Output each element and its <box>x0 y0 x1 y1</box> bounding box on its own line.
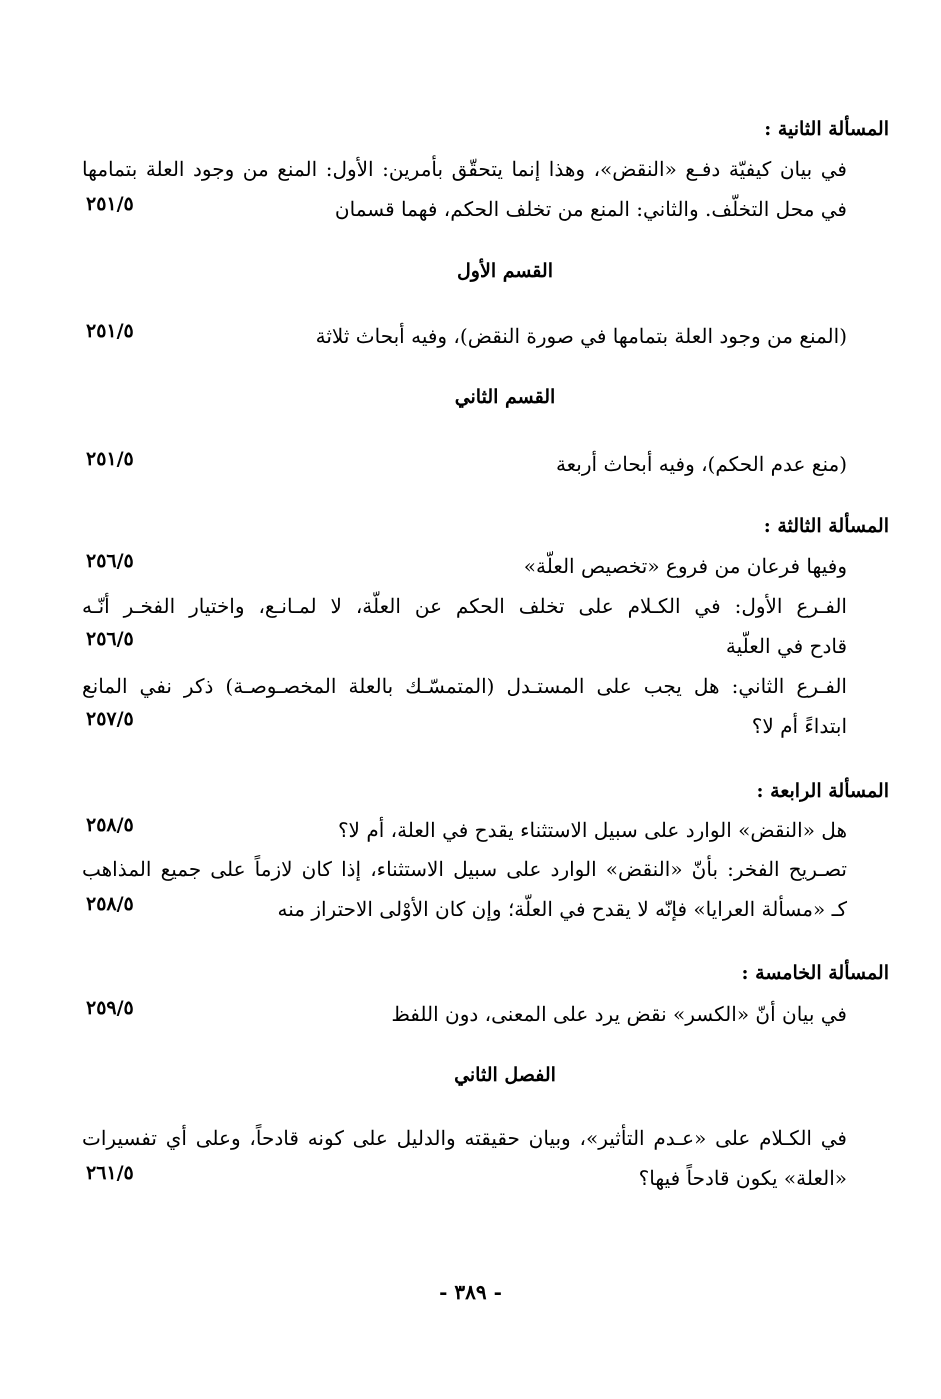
subsection-title-part-1: القسم الأول <box>457 260 553 282</box>
page-reference: ٢٥١/٥ <box>86 448 134 470</box>
subsection-title-part-2: القسم الثاني <box>454 386 556 408</box>
text-line: (منع عدم الحكم)، وفيه أبحاث أربعة <box>555 452 847 476</box>
page-reference: ٢٥١/٥ <box>86 320 134 342</box>
page-reference: ٢٥٨/٥ <box>86 893 134 915</box>
text-line: كـ «مسألة العرايا» فإنّه لا يقدح في العلّة؛ وإن كان الأوْلى الاحتراز منه <box>277 897 847 921</box>
issue-heading-4: المسألة الرابعة : <box>756 780 889 802</box>
text-line: تصـريح الفخر: بأنّ «النقض» الوارد على سبيل الاستثناء، إذا كان لازماً على جميع المذاهب <box>82 857 847 881</box>
page-reference: ٢٥٧/٥ <box>86 708 134 730</box>
page-reference: ٢٥٩/٥ <box>86 997 134 1019</box>
page-reference: ٢٥٦/٥ <box>86 550 134 572</box>
text-line: «العلة» يكون قادحاً فيها؟ <box>638 1166 847 1190</box>
issue-heading-3: المسألة الثالثة : <box>763 515 889 537</box>
text-line: الفـرع الثاني: هل يجب على المستـدل (المتمسّـك بالعلة المخصـوصـة) ذكر نفي المانع <box>82 674 847 698</box>
text-line: وفيها فرعان من فروع «تخصيص العلّة» <box>523 554 847 578</box>
page-reference: ٢٥٨/٥ <box>86 814 134 836</box>
page-reference: ٢٥١/٥ <box>86 193 134 215</box>
page-reference: ٢٦١/٥ <box>86 1162 134 1184</box>
text-line: في بيان أنّ «الكسر» نقض يرد على المعنى، دون اللفظ <box>391 1002 847 1026</box>
page-reference: ٢٥٦/٥ <box>86 628 134 650</box>
text-line: (المنع من وجود العلة بتمامها في صورة النقض)، وفيه أبحاث ثلاثة <box>315 324 847 348</box>
text-line: الفـرع الأول: في الكـلام على تخلف الحكم عن العلّة، لا لمـانـع، واختيار الفخـر أنّـه <box>82 594 847 618</box>
text-line: هل «النقض» الوارد على سبيل الاستثناء يقدح في العلة، أم لا؟ <box>337 818 847 842</box>
chapter-title: الفصل الثاني <box>454 1064 556 1086</box>
text-line: قادح في العلّية <box>725 634 847 658</box>
text-line: في محل التخلّف. والثاني: المنع من تخلف الحكم، فهما قسمان <box>334 197 847 221</box>
text-line: في بيان كيفيّة دفـع «النقض»، وهذا إنما يتحقّق بأمرين: الأول: المنع من وجود العلة بتمامها <box>82 157 847 181</box>
issue-heading-5: المسألة الخامسة : <box>741 962 889 984</box>
text-line: في الكـلام على «عـدم التأثير»، وبيان حقيقته والدليل على كونه قادحاً، وعلى أي تفسيرات <box>82 1126 847 1150</box>
issue-heading-2: المسألة الثانية : <box>764 118 889 140</box>
page-number: - ٣٨٩ - <box>439 1280 502 1304</box>
text-line: ابتداءً أم لا؟ <box>751 714 847 738</box>
